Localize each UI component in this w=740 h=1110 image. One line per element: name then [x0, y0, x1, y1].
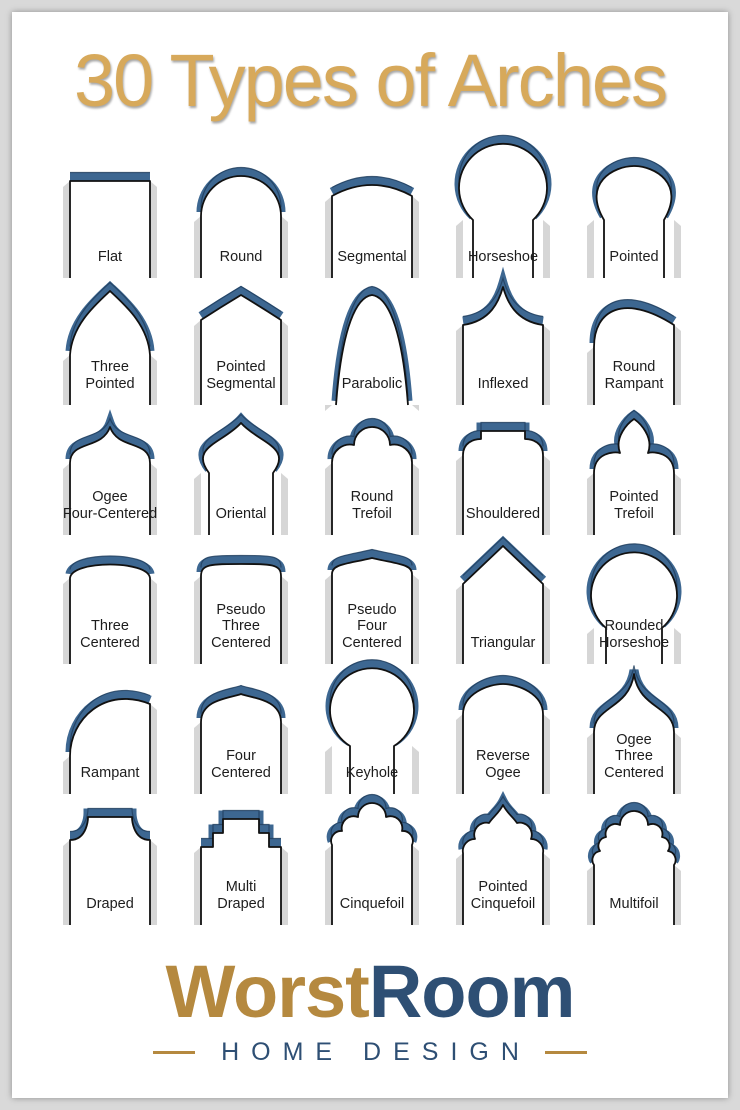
arch-label-line: Round — [350, 489, 394, 505]
arch-label-line: Rampant — [80, 764, 140, 781]
arch-label-line: Horseshoe — [467, 248, 539, 265]
arch-label-line: Cinquefoil — [339, 895, 405, 912]
arch-label-line: Pseudo — [216, 601, 266, 618]
arch-label-line: Keyhole — [345, 764, 399, 781]
arch-label-line: Horseshoe — [598, 634, 670, 651]
jamb-shadow-right — [281, 473, 288, 535]
arch-label-pointed-trefoil — [572, 489, 696, 522]
logo-right-rule — [545, 1051, 587, 1054]
arch-label-line: Centered — [80, 634, 140, 651]
logo-left-rule — [153, 1051, 195, 1054]
jamb-shadow-right — [412, 845, 419, 925]
arch-label-line: Multi — [225, 879, 257, 895]
arch-label-four-centered — [179, 748, 303, 781]
jamb-shadow-left — [456, 325, 463, 405]
jamb-shadow-right — [543, 325, 550, 405]
arch-label-line: Four — [357, 618, 387, 634]
arch-label-line: Centered — [342, 634, 402, 651]
arch-label-segmental — [310, 249, 434, 266]
arch-label-round — [179, 249, 303, 266]
arch-label-line: Four-Centered — [62, 505, 158, 522]
arch-label-multifoil — [572, 896, 696, 913]
arch-label-pointed — [572, 249, 696, 266]
arch-label-line: Draped — [86, 895, 134, 912]
arch-label-line: Round — [612, 359, 656, 375]
arch-label-line: Parabolic — [341, 375, 403, 392]
arch-label-line: Multifoil — [609, 895, 659, 912]
jamb-shadow-left — [456, 584, 463, 664]
jamb-shadow-right — [543, 455, 550, 535]
arch-label-line: Segmental — [206, 375, 276, 392]
arch-label-three-pointed — [48, 359, 172, 392]
arch-label-cinquefoil — [310, 896, 434, 913]
arch-label-line: Centered — [211, 634, 271, 651]
arch-label-line: Oriental — [215, 505, 267, 522]
arch-label-line: Pointed — [609, 489, 659, 505]
arch-label-shouldered — [441, 506, 565, 523]
arch-label-line: Three — [222, 618, 260, 634]
arch-label-rounded-horseshoe — [572, 618, 696, 651]
logo-subtitle: HOME DESIGN — [221, 1038, 531, 1066]
jamb-shadow-right — [543, 584, 550, 664]
arch-label-line: Pointed — [609, 248, 659, 265]
arch-label-line: Pointed — [85, 375, 135, 392]
arch-label-inflexed — [441, 376, 565, 393]
arch-label-line: Rounded — [604, 618, 664, 634]
arch-label-line: Trefoil — [352, 505, 392, 522]
jamb-shadow-right — [412, 405, 419, 411]
arch-label-pointed-cinquefoil — [441, 879, 565, 912]
arch-label-line: Triangular — [470, 634, 536, 651]
jamb-shadow-left — [325, 196, 332, 278]
arch-label-line: Four — [226, 748, 256, 764]
poster-title: 30 Types of Arches — [73, 39, 667, 122]
arch-label-line: Centered — [604, 764, 664, 781]
arch-label-round-trefoil — [310, 489, 434, 522]
logo-word-worst: Worst — [165, 950, 369, 1033]
brand-logo — [0, 950, 740, 1033]
arch-label-line: Pointed — [478, 879, 528, 895]
arch-label-line: Three — [615, 748, 653, 764]
arch-label-line: Centered — [211, 764, 271, 781]
arch-label-three-centered — [48, 618, 172, 651]
logo-word-room: Room — [368, 950, 575, 1033]
arch-label-pointed-segmental — [179, 359, 303, 392]
logo-wordmark — [0, 950, 740, 1033]
arch-label-parabolic — [310, 376, 434, 393]
jamb-shadow-right — [412, 196, 419, 278]
arch-label-flat — [48, 249, 172, 266]
jamb-shadow-left — [325, 405, 332, 411]
arch-label-pseudo-four-centered — [310, 602, 434, 652]
arch-label-ogee-four-centered — [48, 489, 172, 522]
arch-label-oriental — [179, 506, 303, 523]
arch-label-ogee-three-centered — [572, 732, 696, 782]
logo-subtitle-row — [0, 1038, 740, 1067]
arch-label-line: Cinquefoil — [470, 895, 536, 912]
arch-label-triangular — [441, 635, 565, 652]
jamb-shadow-right — [150, 840, 157, 925]
jamb-shadow-left — [325, 845, 332, 925]
arch-label-round-rampant — [572, 359, 696, 392]
jamb-shadow-left — [63, 840, 70, 925]
arch-label-line: Pseudo — [347, 601, 397, 618]
arch-label-line: Three — [91, 359, 129, 375]
arch-label-line: Ogee — [485, 764, 521, 781]
arch-label-multi-draped — [179, 879, 303, 912]
jamb-shadow-left — [194, 216, 201, 278]
arch-label-line: Flat — [97, 248, 123, 265]
arch-label-line: Shouldered — [465, 505, 541, 522]
jamb-shadow-left — [194, 473, 201, 535]
arch-parabolic-drawing — [325, 287, 419, 412]
arch-label-pseudo-three-centered — [179, 602, 303, 652]
arch-label-reverse-ogee — [441, 748, 565, 781]
arch-label-line: Rampant — [604, 375, 664, 392]
arch-label-line: Round — [219, 248, 263, 265]
arch-label-draped — [48, 896, 172, 913]
arch-label-line: Trefoil — [614, 505, 654, 522]
arch-label-line: Reverse — [476, 748, 530, 764]
arch-label-line: Pointed — [216, 359, 266, 375]
jamb-shadow-right — [281, 216, 288, 278]
arch-label-keyhole — [310, 765, 434, 782]
jamb-shadow-left — [456, 455, 463, 535]
arch-label-line: Draped — [217, 895, 265, 912]
arch-label-line: Inflexed — [477, 375, 529, 392]
arch-label-line: Three — [91, 618, 129, 634]
arch-label-line: Ogee — [616, 731, 652, 748]
arch-label-line: Segmental — [337, 248, 407, 265]
arch-label-horseshoe — [441, 249, 565, 266]
arch-label-line: Ogee — [92, 489, 128, 505]
arch-label-rampant — [48, 765, 172, 782]
